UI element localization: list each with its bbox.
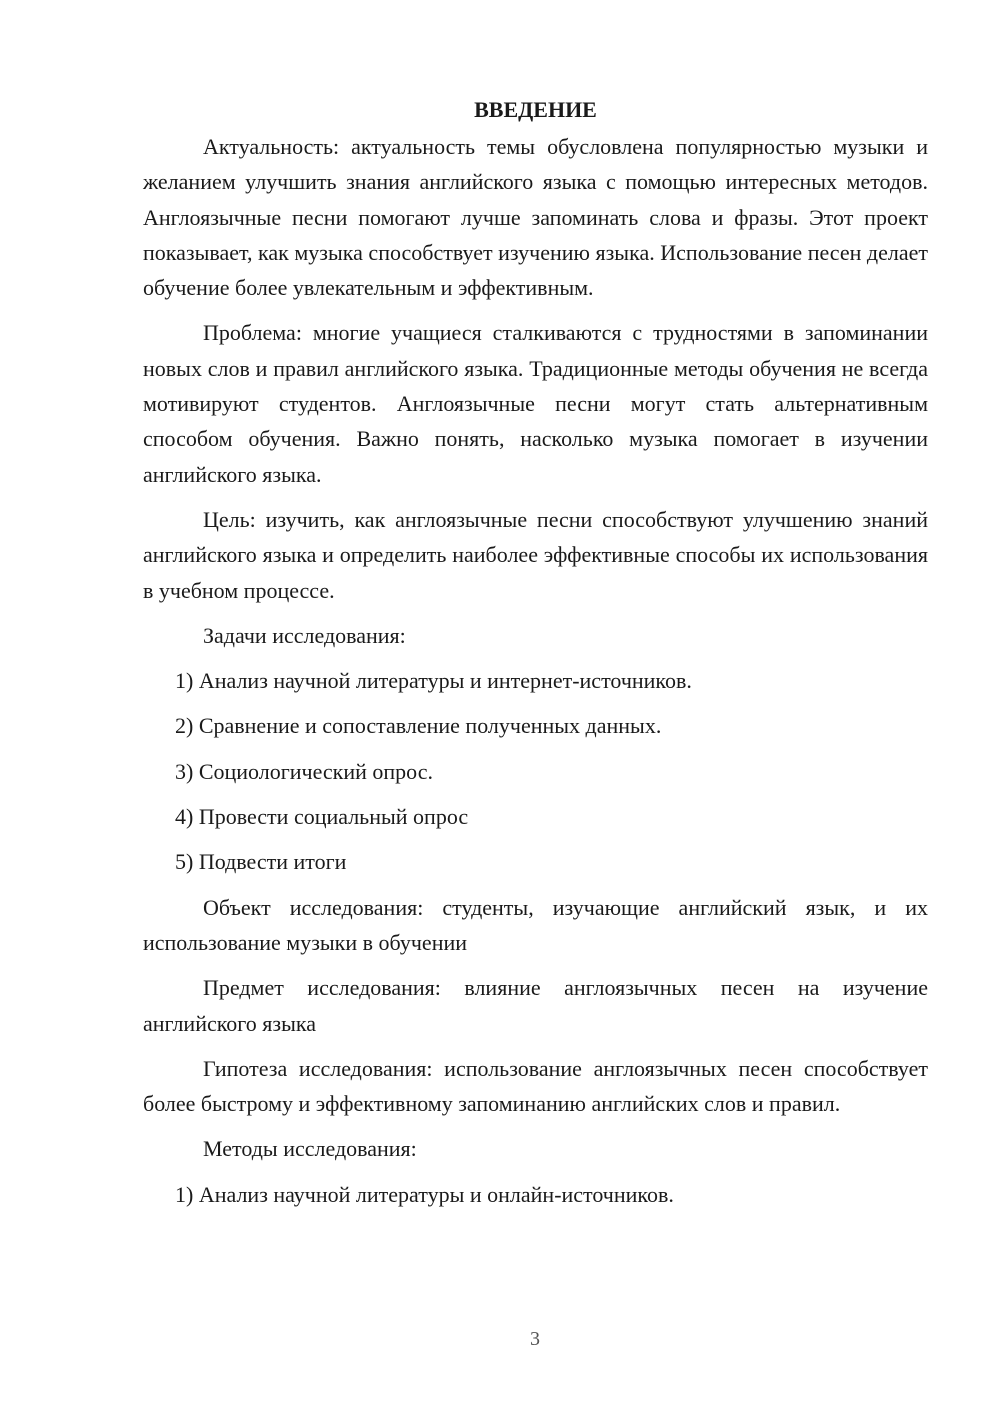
- relevance-paragraph: Актуальность: актуальность темы обусловлена популярностью музыки и желанием улучшить знания английского языка с помощью интересных методов. Англоязычные песни помогают лучше запоминать слова и фразы. Этот проект показывает, как музыка способствует изучению языка. Использование песен делает обучение более увлекательным и эффективным.: [143, 134, 928, 301]
- document-page: [143, 92, 928, 1222]
- task-item-1: 1) Анализ научной литературы и интернет-источников.: [175, 668, 692, 694]
- subject-paragraph: Предмет исследования: влияние англоязычных песен на изучение английского языка: [143, 975, 928, 1036]
- page-number: 3: [530, 1328, 540, 1350]
- hypothesis-paragraph: Гипотеза исследования: использование англоязычных песен способствует более быстрому и эффективному запоминанию английских слов и правил.: [143, 1055, 928, 1117]
- object-paragraph: Объект исследования: студенты, изучающие английский язык, и их использование музыки в обучении: [143, 894, 928, 955]
- method-item-1: 1) Анализ научной литературы и онлайн-источников.: [175, 1181, 674, 1207]
- goal-paragraph: Цель: изучить, как англоязычные песни способствуют улучшению знаний английского языка и определить наиболее эффективные способы их использования в учебном процессе.: [143, 506, 928, 603]
- problem-paragraph: Проблема: многие учащиеся сталкиваются с трудностями в запоминании новых слов и правил английского языка. Традиционные методы обучения не всегда мотивируют студентов. Англоязычные песни могут стать альтернативным способом обучения. Важно понять, насколько музыка помогает в изучении английского языка.: [143, 320, 928, 487]
- task-item-4: 4) Провести социальный опрос: [175, 804, 469, 830]
- task-item-5: 5) Подвести итоги: [175, 849, 347, 875]
- task-item-3: 3) Социологический опрос.: [175, 758, 433, 784]
- document-title: ВВЕДЕНИЕ: [474, 97, 597, 122]
- methods-heading: Методы исследования:: [203, 1136, 417, 1162]
- task-item-2: 2) Сравнение и сопоставление полученных данных.: [175, 713, 662, 739]
- tasks-heading: Задачи исследования:: [203, 622, 406, 648]
